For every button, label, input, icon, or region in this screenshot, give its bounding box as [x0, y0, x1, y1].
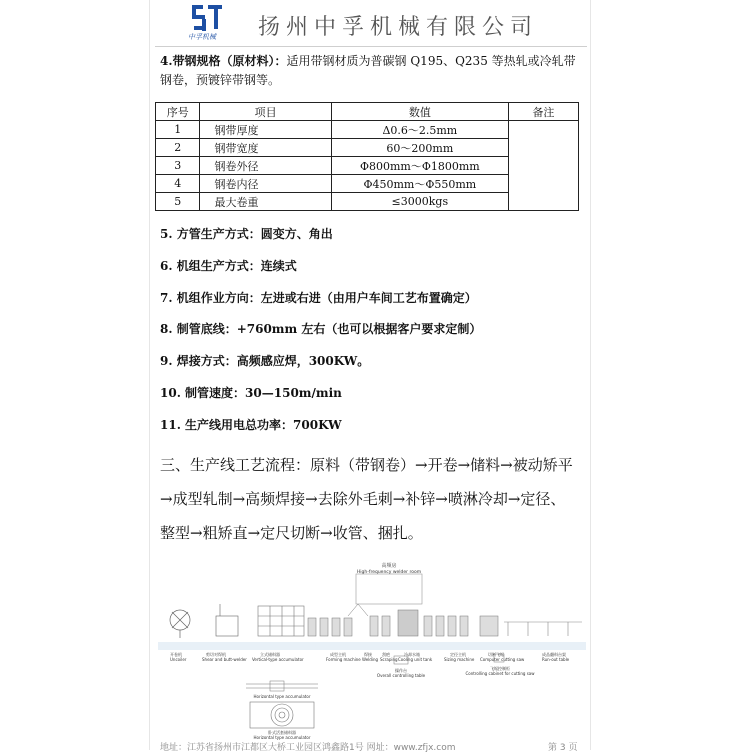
section-4-paragraph [160, 52, 580, 90]
label-en: Welding [362, 657, 379, 662]
label-cn: 切断飞锯 [488, 652, 504, 657]
logo-caption: 中孚机械 [188, 33, 216, 41]
cell-value: ≤3000kgs [331, 193, 508, 211]
cutting-saw-icon [480, 616, 498, 636]
cell-value: Φ800mm～Φ1800mm [331, 157, 508, 175]
cell-seq: 4 [156, 175, 200, 193]
console-en: Overall controlling table [376, 673, 426, 678]
hf-room-en: High-frequency welder room [356, 570, 422, 575]
saw-cabinet-en: Controlling cabinet for cutting saw [465, 671, 535, 676]
diagram-svg [158, 560, 586, 740]
company-logo [188, 2, 226, 42]
process-flow-paragraph [160, 448, 580, 550]
cell-value: Δ0.6～2.5mm [331, 121, 508, 139]
label-cn: 剪切对焊机 [206, 652, 226, 657]
item-7: 7. 机组作业方向：左进或右进（由用户车间工艺布置确定） [160, 291, 477, 305]
label-en: Uncoiler [170, 657, 187, 662]
header-item: 项目 [200, 103, 331, 121]
label-en: Forming machine [326, 657, 361, 662]
spiral-accumulator-cn: 卧式活套储料器 [268, 730, 296, 735]
label-cn: 立式储料器 [260, 652, 280, 657]
header-value: 数值 [331, 103, 508, 121]
horiz-accumulator-en: Horizontal type accumulator [253, 694, 311, 699]
cell-item: 钢带厚度 [200, 121, 331, 139]
label-en: Run-out table [542, 657, 570, 662]
cell-seq: 5 [156, 193, 200, 211]
process-flow-text: 原料（带钢卷）→开卷→储料→被动矫平→成型轧制→高频焊接→去除外毛刺→补锌→喷淋冷却→定径、整型→粗矫直→定尺切断→收管、捆扎。 [160, 456, 573, 542]
process-flow-heading: 三、生产线工艺流程： [160, 456, 311, 474]
cell-seq: 1 [156, 121, 200, 139]
label-en: Vertical-type accumulator [252, 657, 304, 662]
table-row [156, 121, 579, 139]
section-4-text: 适用带钢材质为普碳钢 Q195、Q235 等热轧或冷轧带钢卷，预镀锌带钢等。 [160, 54, 576, 87]
item-8: 8. 制管底线：+760mm 左右（也可以根据客户要求定制） [160, 322, 482, 336]
cell-seq: 3 [156, 157, 200, 175]
console-cn: 操作台 [395, 668, 407, 673]
strip-spec-table [155, 102, 579, 211]
footer-address: 地址：江苏省扬州市江都区大桥工业园区鸿鑫路1号 网址：www.zfjx.com [160, 743, 456, 753]
label-en: Computer cutting saw [480, 657, 525, 662]
cell-item: 最大卷重 [200, 193, 331, 211]
label-en: Scraping [380, 657, 398, 662]
cell-item: 钢卷外径 [200, 157, 331, 175]
label-cn: 成型主机 [330, 652, 346, 657]
label-cn: 定径主机 [450, 652, 466, 657]
cell-item: 钢卷内径 [200, 175, 331, 193]
item-6: 6. 机组生产方式：连续式 [160, 259, 297, 273]
label-cn: 刮疤 [382, 652, 390, 657]
label-cn: 焊接 [364, 652, 372, 657]
section-4-heading: 4.带钢规格（原材料）： [160, 54, 287, 68]
cell-note [508, 121, 578, 211]
header-seq: 序号 [156, 103, 200, 121]
label-en: Shear and butt-welder [202, 657, 247, 662]
cell-value: 60～200mm [331, 139, 508, 157]
spiral-accumulator-en: Horizontal type accumulator [253, 735, 311, 740]
cell-item: 钢带宽度 [200, 139, 331, 157]
page-number: 第 3 页 [548, 743, 578, 753]
label-en: Sizing machine [444, 657, 475, 662]
label-cn: 成品翻料台架 [542, 652, 566, 657]
table-header-row [156, 103, 579, 121]
header-note: 备注 [508, 103, 578, 121]
cell-seq: 2 [156, 139, 200, 157]
item-11: 11. 生产线用电总功率：700KW [160, 418, 342, 432]
label-cn: 开卷机 [170, 652, 182, 657]
company-name: 扬州中孚机械有限公司 [258, 15, 539, 40]
hf-room-cn: 高频房 [381, 563, 397, 569]
floor-band [158, 642, 586, 650]
item-10: 10. 制管速度：30—150m/min [160, 386, 342, 400]
item-5: 5. 方管生产方式：圆变方、角出 [160, 227, 333, 241]
item-9: 9. 焊接方式：高频感应焊，300KW。 [160, 354, 370, 368]
cell-value: Φ450mm～Φ550mm [331, 175, 508, 193]
label-cn: 冷却水箱 [404, 652, 420, 657]
production-line-diagram [158, 560, 586, 740]
saw-cabinet-cn: 飞锯控制柜 [490, 666, 510, 671]
label-en: Cooling unit tank [398, 657, 433, 662]
header-divider [155, 46, 587, 47]
